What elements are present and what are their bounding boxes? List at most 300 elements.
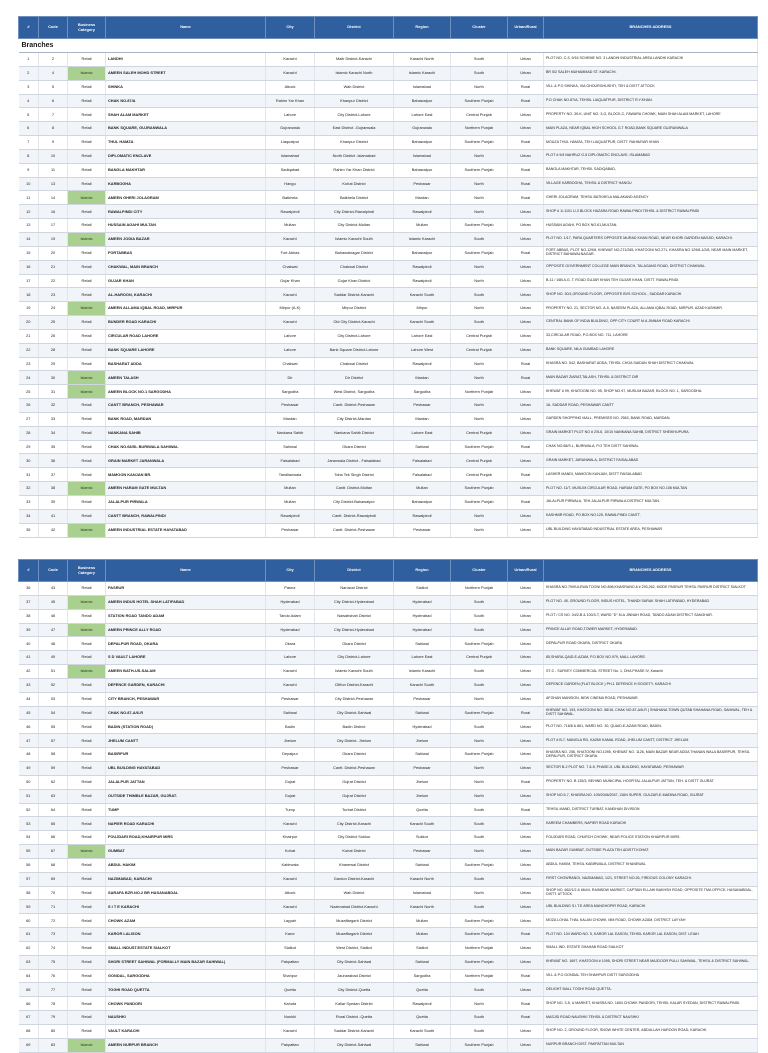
cell-city: Sahiwal: [266, 706, 315, 720]
cell-name: ABDUL HAKIM: [106, 858, 266, 872]
cell-region: Rawalpindi: [394, 205, 451, 219]
cell-category: Retail: [68, 941, 106, 955]
cell-num: 49: [19, 761, 39, 775]
cell-category: Retail: [68, 997, 106, 1011]
cell-region: Bahawalpur: [394, 163, 451, 177]
cell-region: Bahawalpur: [394, 136, 451, 150]
cell-cluster: South: [451, 1011, 508, 1025]
cell-district: City District-Peshawar: [315, 692, 394, 706]
cell-address: SHOP NO. 662/1/2 & 664/4, RAINBOW MARKET, CAPTAIN ELLAHI BAKHSH ROAD, OPPOSITE TMA OFFICE, HASANABDAL, DISTT. ATTOCK.: [544, 886, 758, 900]
cell-urban-rural: Urban: [508, 886, 544, 900]
cell-address: MAIN PLAZA, NEAR IQBAL HIGH SCHOOL G.T ROAD,BANK SQUARE GUJRANWALA: [544, 122, 758, 136]
cell-urban-rural: Urban: [508, 385, 544, 399]
cell-category: Retail: [68, 108, 106, 122]
cell-address: VILLAGE KARBOGHA, TEHSIL & DISTRICT HANGU: [544, 177, 758, 191]
cell-city: Quetta: [266, 983, 315, 997]
cell-category: Retail: [68, 720, 106, 734]
cell-district: City District-Sahiwal: [315, 1038, 394, 1052]
cell-region: Sukkur: [394, 831, 451, 845]
cell-city: Rawalpindi: [266, 205, 315, 219]
cell-category: Retail: [68, 163, 106, 177]
cell-urban-rural: Rural: [508, 94, 544, 108]
cell-num: 35: [19, 523, 39, 537]
cell-district: East District -Gujranwala: [315, 122, 394, 136]
cell-name: THUL HAMZA: [106, 136, 266, 150]
table-row: [19, 789, 758, 803]
cell-name: GUMBAT: [106, 845, 266, 859]
cell-cluster: Southern Punjab: [451, 637, 508, 651]
cell-category: Retail: [68, 219, 106, 233]
cell-category: Islamic: [68, 232, 106, 246]
cell-num: 53: [19, 817, 39, 831]
cell-code: 21: [39, 260, 68, 274]
cell-city: Multan: [266, 482, 315, 496]
cell-urban-rural: Urban: [508, 748, 544, 762]
cell-cluster: Central Punjab: [451, 108, 508, 122]
cell-district: Old City District-Karachi: [315, 316, 394, 330]
table-row: [19, 509, 758, 523]
cell-num: 34: [19, 509, 39, 523]
cell-name: AMEEN INDUS HOTEL SHAH LATIFABAD: [106, 595, 266, 609]
cell-category: Islamic: [68, 623, 106, 637]
cell-city: Chakwal: [266, 260, 315, 274]
cell-cluster: North: [451, 177, 508, 191]
cell-num: 62: [19, 941, 39, 955]
cell-district: Gardon District-Karachi: [315, 872, 394, 886]
cell-cluster: North: [451, 509, 508, 523]
cell-urban-rural: Urban: [508, 845, 544, 859]
cell-cluster: Southern Punjab: [451, 246, 508, 260]
cell-district: Saddar District-Karachi: [315, 1025, 394, 1039]
cell-category: Retail: [68, 858, 106, 872]
cell-address: PLOT NO. 45, GROUND FLOOR, INDUS HOTEL, THANDI SARAK SHAH LATIFABAD, HYDERABAD: [544, 595, 758, 609]
cell-district: City District-Sahiwal: [315, 706, 394, 720]
cell-city: Faisalabad: [266, 454, 315, 468]
cell-city: Rahim Yar Khan: [266, 94, 315, 108]
cell-name: SMALL INDUST.ESTATE SIALKOT: [106, 941, 266, 955]
cell-num: 7: [19, 136, 39, 150]
header-region: Region: [394, 560, 451, 582]
table-row: [19, 983, 758, 997]
cell-num: 29: [19, 440, 39, 454]
cell-name: BANK ROAD, MARDAN: [106, 412, 266, 426]
cell-region: Sargodha: [394, 385, 451, 399]
cell-name: CANTT BRANCH, RAWALPINDI: [106, 509, 266, 523]
cell-city: Peshawar: [266, 692, 315, 706]
cell-urban-rural: Urban: [508, 761, 544, 775]
cell-code: 37: [39, 468, 68, 482]
cell-district: Okara District: [315, 748, 394, 762]
cell-urban-rural: Urban: [508, 665, 544, 679]
cell-urban-rural: Rural: [508, 440, 544, 454]
cell-address: CHAK NO.68/S.L, BURIWALA, P.O TEH DISTT SAHIWAL: [544, 440, 758, 454]
cell-code: 32: [39, 399, 68, 413]
cell-category: Retail: [68, 872, 106, 886]
cell-name: AMEEN ALLAMA IQBAL ROAD, MIRPUR: [106, 302, 266, 316]
table-row: [19, 357, 758, 371]
cell-code: 49: [39, 651, 68, 665]
cell-region: Peshawar: [394, 523, 451, 537]
cell-address: UBL BUILDING S.I.T.E AREA MANGHOPIR ROAD, KARACHI: [544, 900, 758, 914]
cell-urban-rural: Rural: [508, 775, 544, 789]
cell-district: West District, Sialkot: [315, 941, 394, 955]
cell-region: Lahore East: [394, 329, 451, 343]
cell-cluster: South: [451, 803, 508, 817]
section-title: Branches: [19, 39, 758, 53]
cell-region: Karachi South: [394, 316, 451, 330]
cell-num: 5: [19, 108, 39, 122]
cell-urban-rural: Urban: [508, 1025, 544, 1039]
cell-address: GRAIN MARKET, JARANWALA, DISTRICT FAISALABAD: [544, 454, 758, 468]
cell-num: 69: [19, 1038, 39, 1052]
cell-urban-rural: Urban: [508, 509, 544, 523]
cell-num: 23: [19, 357, 39, 371]
cell-region: Bahawalpur: [394, 246, 451, 260]
cell-code: 78: [39, 997, 68, 1011]
cell-region: Hyderabad: [394, 720, 451, 734]
cell-urban-rural: Urban: [508, 454, 544, 468]
cell-category: Retail: [68, 817, 106, 831]
cell-region: Faisalabad: [394, 454, 451, 468]
cell-code: 41: [39, 509, 68, 523]
cell-name: SHINKA: [106, 80, 266, 94]
table-row: [19, 858, 758, 872]
cell-cluster: South: [451, 609, 508, 623]
cell-region: Faisalabad: [394, 468, 451, 482]
cell-category: Retail: [68, 831, 106, 845]
cell-cluster: Southern Punjab: [451, 858, 508, 872]
cell-num: 11: [19, 191, 39, 205]
cell-urban-rural: Urban: [508, 817, 544, 831]
cell-urban-rural: Rural: [508, 803, 544, 817]
cell-name: AMEEN TALASH: [106, 371, 266, 385]
cell-name: AMEEN JODIA BAZAR: [106, 232, 266, 246]
cell-cluster: South: [451, 595, 508, 609]
cell-code: 36: [39, 454, 68, 468]
cell-region: Rawalpindi: [394, 997, 451, 1011]
cell-urban-rural: Urban: [508, 260, 544, 274]
cell-city: Lahore: [266, 651, 315, 665]
cell-category: Retail: [68, 426, 106, 440]
cell-region: Mirpur: [394, 302, 451, 316]
cell-address: KHEWAT NO. 193, KHATOONI NO. 58/16, CHAK NO.87-A/6-R ( SHAHANA TOWN QUTAB SHAHANA ROAD, SAHIWAL, TEH & DISTT SAHIWAL.: [544, 706, 758, 720]
cell-city: Karachi: [266, 316, 315, 330]
cell-cluster: South: [451, 232, 508, 246]
cell-category: Retail: [68, 955, 106, 969]
cell-cluster: Central Punjab: [451, 343, 508, 357]
cell-address: FOUJDARI ROAD, CHURCH CHOWK, NEAR POLICE STATION KHAIRPUR MIRS.: [544, 831, 758, 845]
cell-address: BANK SQUARE, NILA GUMBAD LAHORE: [544, 343, 758, 357]
cell-category: Retail: [68, 761, 106, 775]
cell-city: Pakpattan: [266, 955, 315, 969]
cell-city: Gujrat: [266, 775, 315, 789]
cell-region: Rawalpindi: [394, 260, 451, 274]
cell-district: Turbat District: [315, 803, 394, 817]
cell-code: 17: [39, 219, 68, 233]
cell-region: Sialkot: [394, 582, 451, 596]
cell-code: 2: [39, 53, 68, 67]
cell-city: Pakpattan: [266, 1038, 315, 1052]
cell-cluster: North: [451, 399, 508, 413]
cell-urban-rural: Urban: [508, 651, 544, 665]
cell-category: Retail: [68, 706, 106, 720]
cell-category: Retail: [68, 316, 106, 330]
table-row: [19, 523, 758, 537]
cell-urban-rural: Rural: [508, 1011, 544, 1025]
table-row: [19, 845, 758, 859]
cell-urban-rural: Rural: [508, 371, 544, 385]
cell-cluster: Southern Punjab: [451, 914, 508, 928]
cell-city: Karachi: [266, 232, 315, 246]
cell-code: 31: [39, 385, 68, 399]
cell-address: B-11 / 16B A.G. T. ROAD GUJAR KHAN TEH GUJAR KHAN, DISTT. RAWALPINDI.: [544, 274, 758, 288]
cell-num: 21: [19, 329, 39, 343]
table-row: [19, 831, 758, 845]
cell-category: Islamic: [68, 302, 106, 316]
cell-code: 77: [39, 983, 68, 997]
cell-district: West District, Sargodha: [315, 385, 394, 399]
cell-city: Karachi: [266, 900, 315, 914]
table-row: [19, 775, 758, 789]
cell-city: Peshawar: [266, 761, 315, 775]
cell-district: Kohat District: [315, 177, 394, 191]
cell-region: Hyderabad: [394, 609, 451, 623]
cell-address: SMALL IND. ESTATE SHAHAB ROAD SIALKOT: [544, 941, 758, 955]
cell-num: 27: [19, 412, 39, 426]
cell-address: AFGHAN MANSION, NEW CINEMA ROAD, PESHAWAR: [544, 692, 758, 706]
table-row: [19, 914, 758, 928]
cell-cluster: North: [451, 205, 508, 219]
table-row: [19, 651, 758, 665]
cell-cluster: North: [451, 149, 508, 163]
cell-num: 15: [19, 246, 39, 260]
cell-category: Retail: [68, 260, 106, 274]
cell-cluster: North: [451, 845, 508, 859]
cell-region: Karachi South: [394, 1025, 451, 1039]
cell-district: North District -Islamabad: [315, 149, 394, 163]
cell-name: NAZIMABAD, KARACHI: [106, 872, 266, 886]
cell-cluster: North: [451, 523, 508, 537]
cell-urban-rural: Urban: [508, 274, 544, 288]
cell-region: Sahiwal: [394, 706, 451, 720]
cell-cluster: Southern Punjab: [451, 928, 508, 942]
cell-city: Multan: [266, 219, 315, 233]
table-row: [19, 177, 758, 191]
cell-city: Nankana Sahib: [266, 426, 315, 440]
cell-cluster: North: [451, 191, 508, 205]
cell-num: 18: [19, 288, 39, 302]
cell-num: 32: [19, 482, 39, 496]
cell-region: Sahiwal: [394, 1038, 451, 1052]
table-row: [19, 872, 758, 886]
cell-district: City District-Hyderabad: [315, 623, 394, 637]
cell-num: 26: [19, 399, 39, 413]
cell-name: CIRCULAR ROAD LAHORE: [106, 329, 266, 343]
cell-cluster: Southern Punjab: [451, 1038, 508, 1052]
cell-cluster: Northern Punjab: [451, 969, 508, 983]
header-category: Business Category: [68, 560, 106, 582]
cell-num: 37: [19, 595, 39, 609]
cell-address: 33,CIRCULAR ROAD, P.O.BOX NO. 711, LAHORE: [544, 329, 758, 343]
cell-cluster: South: [451, 900, 508, 914]
cell-cluster: South: [451, 678, 508, 692]
cell-num: 8: [19, 149, 39, 163]
cell-address: KAREEM CHAMBERS, NAPIER ROAD KARACHI: [544, 817, 758, 831]
cell-cluster: Southern Punjab: [451, 706, 508, 720]
cell-district: Batkhela District: [315, 191, 394, 205]
header-name: Name: [106, 17, 266, 39]
cell-category: Islamic: [68, 66, 106, 80]
cell-region: Jhelum: [394, 775, 451, 789]
cell-num: 36: [19, 582, 39, 596]
table-row: [19, 720, 758, 734]
cell-region: Multan: [394, 482, 451, 496]
cell-code: 55: [39, 720, 68, 734]
cell-district: Nankana Sahib District: [315, 426, 394, 440]
cell-region: Peshawar: [394, 761, 451, 775]
cell-city: Karor: [266, 928, 315, 942]
cell-name: BADIN (STATION ROAD): [106, 720, 266, 734]
cell-category: Islamic: [68, 371, 106, 385]
branches-table-page-2: [18, 559, 758, 1053]
cell-num: 57: [19, 872, 39, 886]
branches-table-page-1: [18, 16, 758, 538]
cell-code: 83: [39, 1038, 68, 1052]
cell-urban-rural: Urban: [508, 1038, 544, 1052]
cell-name: HUSSAIN AGAHI MULTAN: [106, 219, 266, 233]
cell-num: 46: [19, 720, 39, 734]
cell-name: CITY BRANCH, PESHAWAR: [106, 692, 266, 706]
cell-city: Chakwal: [266, 357, 315, 371]
cell-cluster: North: [451, 692, 508, 706]
cell-district: Khanpur District: [315, 136, 394, 150]
cell-district: City District-Mardan: [315, 412, 394, 426]
cell-address: PLOT NO. 1/17, PARA QUARTERS OPPOSITE MURAD KHAN ROAD, NEAR KHORI GARDEN MASJID, KARACHI.: [544, 232, 758, 246]
cell-name: GUJAR KHAN: [106, 274, 266, 288]
cell-address: UBL BUILDING HAYATABAD INDUSTRIAL ESTATE AREA, PESHAWAR: [544, 523, 758, 537]
cell-category: Retail: [68, 509, 106, 523]
cell-urban-rural: Urban: [508, 122, 544, 136]
cell-city: Mirpur (A.K): [266, 302, 315, 316]
cell-cluster: Southern Punjab: [451, 163, 508, 177]
cell-name: CHAKWAL, MAIN BRANCH: [106, 260, 266, 274]
cell-name: CHAK NO.87/A: [106, 94, 266, 108]
cell-address: PRINCE ALLAY ROAD,TOWER MARKET, HYDERABAD.: [544, 623, 758, 637]
cell-district: Jauharabad District: [315, 969, 394, 983]
cell-district: Kohat District: [315, 845, 394, 859]
cell-cluster: South: [451, 983, 508, 997]
cell-region: Islamic Karachi: [394, 232, 451, 246]
table-row: [19, 274, 758, 288]
cell-category: Islamic: [68, 845, 106, 859]
cell-num: 28: [19, 426, 39, 440]
cell-urban-rural: Urban: [508, 789, 544, 803]
cell-name: DEPALPUR ROAD, OKARA: [106, 637, 266, 651]
cell-urban-rural: Urban: [508, 637, 544, 651]
cell-num: 67: [19, 1011, 39, 1025]
cell-city: Layyah: [266, 914, 315, 928]
cell-address: HUSSAIN AGAHI, PO BOX NO.61,MULTAN.: [544, 219, 758, 233]
table-row: [19, 205, 758, 219]
cell-num: 10: [19, 177, 39, 191]
cell-district: City District-Hyderabad: [315, 595, 394, 609]
cell-region: Lahore East: [394, 651, 451, 665]
table-row: [19, 706, 758, 720]
cell-code: 80: [39, 1025, 68, 1039]
cell-category: Retail: [68, 803, 106, 817]
cell-address: ST-C - SURVEY COMMERCIAL STREET No. 1, DHA PHASE IV, Karachi: [544, 665, 758, 679]
cell-district: Okara District: [315, 440, 394, 454]
cell-name: CHAK NO.68/SL BURIWALA SAHIWAL: [106, 440, 266, 454]
cell-urban-rural: Urban: [508, 831, 544, 845]
cell-num: 2: [19, 66, 39, 80]
cell-code: 72: [39, 914, 68, 928]
cell-num: 66: [19, 997, 39, 1011]
cell-code: 29: [39, 357, 68, 371]
cell-urban-rural: Urban: [508, 720, 544, 734]
cell-urban-rural: Urban: [508, 983, 544, 997]
cell-cluster: North: [451, 997, 508, 1011]
cell-address: PLOT NO. C-3, 9/16 SCHEME NO. 3 LANDHI INDUSTRIAL AREA LANDHI KARACHI: [544, 53, 758, 67]
cell-region: Multan: [394, 219, 451, 233]
cell-address: MAIN BAZAR GUMBAT, OUTSIDE PLAZA TEH.&DISTT.KOHAT.: [544, 845, 758, 859]
cell-num: 16: [19, 260, 39, 274]
cell-category: Retail: [68, 734, 106, 748]
cell-city: Karachi: [266, 66, 315, 80]
cell-district: Okara District: [315, 637, 394, 651]
cell-district: Kallar Syedan District: [315, 997, 394, 1011]
cell-district: Clifton District-Karachi: [315, 678, 394, 692]
cell-district: Saddar District-Karachi: [315, 288, 394, 302]
cell-num: 6: [19, 122, 39, 136]
cell-category: Retail: [68, 983, 106, 997]
cell-category: Retail: [68, 288, 106, 302]
cell-district: Nazimabad District-Karachi: [315, 900, 394, 914]
cell-city: Gujar Khan: [266, 274, 315, 288]
cell-num: 51: [19, 789, 39, 803]
cell-code: 46: [39, 609, 68, 623]
cell-category: Retail: [68, 412, 106, 426]
cell-address: KHASRA NO.79/KULEWA TOONI NO.898,KHASRANO.8 # 293,262, MODE PASRUR TEHSIL PASRUR DISTRICT SIALKOT: [544, 582, 758, 596]
cell-name: MAMOON KANJAN BR.: [106, 468, 266, 482]
cell-category: Retail: [68, 748, 106, 762]
cell-district: City District-Multan: [315, 219, 394, 233]
cell-name: KARBOGHA: [106, 177, 266, 191]
cell-district: Wah District: [315, 80, 394, 94]
table-row: [19, 748, 758, 762]
cell-cluster: North: [451, 412, 508, 426]
cell-num: 38: [19, 609, 39, 623]
cell-address: FIRST CHOWRANGI, NAZIMABAD, 1/21, STREET NO.26, FIRDOUS COLONY KARACHI.: [544, 872, 758, 886]
cell-num: 1: [19, 53, 39, 67]
cell-cluster: South: [451, 1025, 508, 1039]
cell-cluster: Northern Punjab: [451, 385, 508, 399]
header-region: Region: [394, 17, 451, 39]
cell-address: KHEWAT # 99, KHATOONI NO. 95, SHOP NO.97, MUSLIM BAZAR, BLOCK NO. 1, SARGODHA.: [544, 385, 758, 399]
cell-num: 42: [19, 665, 39, 679]
cell-cluster: Southern Punjab: [451, 219, 508, 233]
cell-cluster: Northern Punjab: [451, 582, 508, 596]
table-row: [19, 108, 758, 122]
table-row: [19, 412, 758, 426]
cell-category: Retail: [68, 582, 106, 596]
cell-address: BANGLA MAKHTAR, TEHSIL SADIQABAD,: [544, 163, 758, 177]
table-row: [19, 80, 758, 94]
cell-urban-rural: Urban: [508, 734, 544, 748]
cell-code: 9: [39, 136, 68, 150]
cell-cluster: North: [451, 761, 508, 775]
cell-name: S D VAULT LAHORE: [106, 651, 266, 665]
